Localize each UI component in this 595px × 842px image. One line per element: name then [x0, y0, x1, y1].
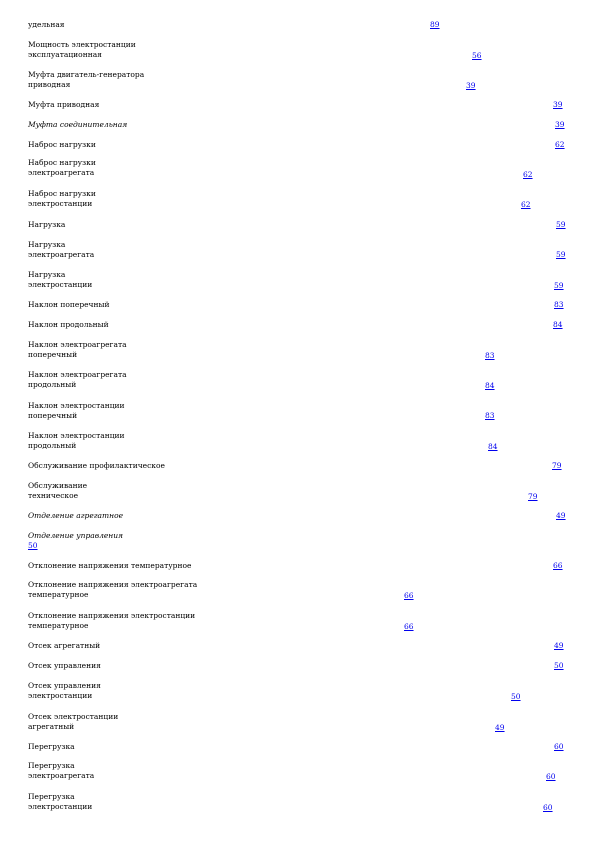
index-term: Обслуживание	[28, 481, 88, 490]
index-entry	[28, 340, 127, 360]
page-number-link[interactable]: 39	[466, 81, 476, 90]
index-term-qualifier: приводная	[28, 80, 71, 89]
page-number-link[interactable]: 62	[523, 170, 533, 179]
index-term-qualifier: поперечный	[28, 411, 78, 420]
page-number-link[interactable]: 56	[472, 51, 482, 60]
index-entry	[28, 320, 109, 330]
index-term: Наклон электростанции	[28, 401, 125, 410]
index-entry	[28, 220, 65, 230]
index-entry	[28, 40, 136, 60]
index-term: Отсек электростанции	[28, 712, 119, 721]
index-term: Перегрузка	[28, 792, 75, 801]
index-entry	[28, 370, 127, 390]
index-term: Отклонение напряжения электроагрегата	[28, 580, 198, 589]
index-entry	[28, 158, 96, 178]
index-term: Муфта двигатель-генератора	[28, 70, 145, 79]
index-term-qualifier: электроагрегата	[28, 771, 95, 780]
index-entry	[28, 70, 144, 90]
page-number-link[interactable]: 50	[28, 541, 38, 550]
page-number-link[interactable]: 49	[554, 641, 564, 650]
index-entry	[28, 120, 127, 130]
index-term-qualifier: поперечный	[28, 350, 78, 359]
page-number-link[interactable]: 83	[485, 351, 495, 360]
index-term: Наклон продольный	[28, 320, 109, 329]
index-entry	[28, 189, 96, 209]
page-number-link[interactable]: 83	[554, 300, 564, 309]
page-number-link[interactable]: 59	[554, 281, 564, 290]
index-term: Наклон поперечный	[28, 300, 110, 309]
index-entry	[28, 531, 123, 551]
page-number-link[interactable]: 62	[521, 200, 531, 209]
index-term: Отсек управления	[28, 681, 101, 690]
index-entry	[28, 481, 87, 501]
page-number-link[interactable]: 49	[556, 511, 566, 520]
page-number-link[interactable]: 79	[528, 492, 538, 501]
index-entry	[28, 240, 94, 260]
index-term: Нагрузка	[28, 240, 66, 249]
index-term: Наброс нагрузки	[28, 189, 96, 198]
index-term-qualifier: электростанции	[28, 280, 93, 289]
index-term: Перегрузка	[28, 761, 75, 770]
index-term-qualifier: температурное	[28, 590, 89, 599]
page-number-link[interactable]: 50	[511, 692, 521, 701]
index-entry	[28, 761, 94, 781]
page-number-link[interactable]: 66	[404, 591, 414, 600]
index-entry	[28, 681, 101, 701]
index-entry	[28, 140, 96, 150]
page-number-link[interactable]: 79	[552, 461, 562, 470]
index-entry	[28, 20, 65, 30]
page-number-link[interactable]: 89	[430, 20, 440, 29]
index-entry	[28, 100, 99, 110]
index-term: Наклон электростанции	[28, 431, 125, 440]
index-term: Отсек управления	[28, 661, 101, 670]
index-entry	[28, 561, 191, 571]
index-entry	[28, 661, 101, 671]
index-term: Отделение агрегатное	[28, 511, 124, 520]
page-number-link[interactable]: 50	[554, 661, 564, 670]
index-term: Перегрузка	[28, 742, 75, 751]
index-term: Мощность электростанции	[28, 40, 136, 49]
index-entry	[28, 401, 125, 421]
index-entry	[28, 641, 100, 651]
index-term-qualifier: эксплуатационная	[28, 50, 102, 59]
index-term-qualifier: продольный	[28, 441, 77, 450]
page-number-link[interactable]: 39	[553, 100, 563, 109]
page-number-link[interactable]: 59	[556, 250, 566, 259]
index-entry	[28, 742, 75, 752]
index-term: Наклон электроагрегата	[28, 370, 127, 379]
index-term-qualifier: электроагрегата	[28, 168, 95, 177]
page-number-link[interactable]: 39	[555, 120, 565, 129]
index-entry	[28, 511, 123, 521]
index-entry	[28, 300, 109, 310]
index-term: Муфта приводная	[28, 100, 100, 109]
page-number-link[interactable]: 60	[554, 742, 564, 751]
index-term: Отделение управления	[28, 531, 124, 540]
page-number-link[interactable]: 66	[404, 622, 414, 631]
index-term-qualifier: электростанции	[28, 691, 93, 700]
page-number-link[interactable]: 84	[488, 442, 498, 451]
page-number-link[interactable]: 84	[553, 320, 563, 329]
page-number-link[interactable]: 59	[556, 220, 566, 229]
page-number-link[interactable]: 66	[553, 561, 563, 570]
index-term-qualifier: продольный	[28, 380, 77, 389]
index-entry	[28, 580, 197, 600]
index-term-qualifier: электроагрегата	[28, 250, 95, 259]
index-term: Отклонение напряжения электростанции	[28, 611, 196, 620]
index-term: Нагрузка	[28, 270, 66, 279]
index-term: Отсек агрегатный	[28, 641, 101, 650]
index-term-qualifier: техническое	[28, 491, 79, 500]
index-entry	[28, 792, 92, 812]
index-entry	[28, 611, 195, 631]
page-number-link[interactable]: 83	[485, 411, 495, 420]
index-term: Отклонение напряжения температурное	[28, 561, 192, 570]
page-number-link[interactable]: 84	[485, 381, 495, 390]
index-term: Обслуживание профилактическое	[28, 461, 165, 470]
page-number-link[interactable]: 60	[546, 772, 556, 781]
page-number-link[interactable]: 60	[543, 803, 553, 812]
index-entry	[28, 431, 125, 451]
index-term: Муфта соединительная	[28, 120, 128, 129]
index-entry	[28, 712, 118, 732]
index-term: Наброс нагрузки	[28, 158, 96, 167]
page-number-link[interactable]: 49	[495, 723, 505, 732]
page-number-link[interactable]: 62	[555, 140, 565, 149]
index-term: Нагрузка	[28, 220, 66, 229]
index-term: Наброс нагрузки	[28, 140, 96, 149]
index-term-qualifier: агрегатный	[28, 722, 75, 731]
index-term-qualifier: электростанции	[28, 802, 93, 811]
index-entry	[28, 270, 92, 290]
index-entry	[28, 461, 165, 471]
index-term: Наклон электроагрегата	[28, 340, 127, 349]
index-term-qualifier: температурное	[28, 621, 89, 630]
index-term: удельная	[28, 20, 65, 29]
index-term-qualifier: электростанции	[28, 199, 93, 208]
